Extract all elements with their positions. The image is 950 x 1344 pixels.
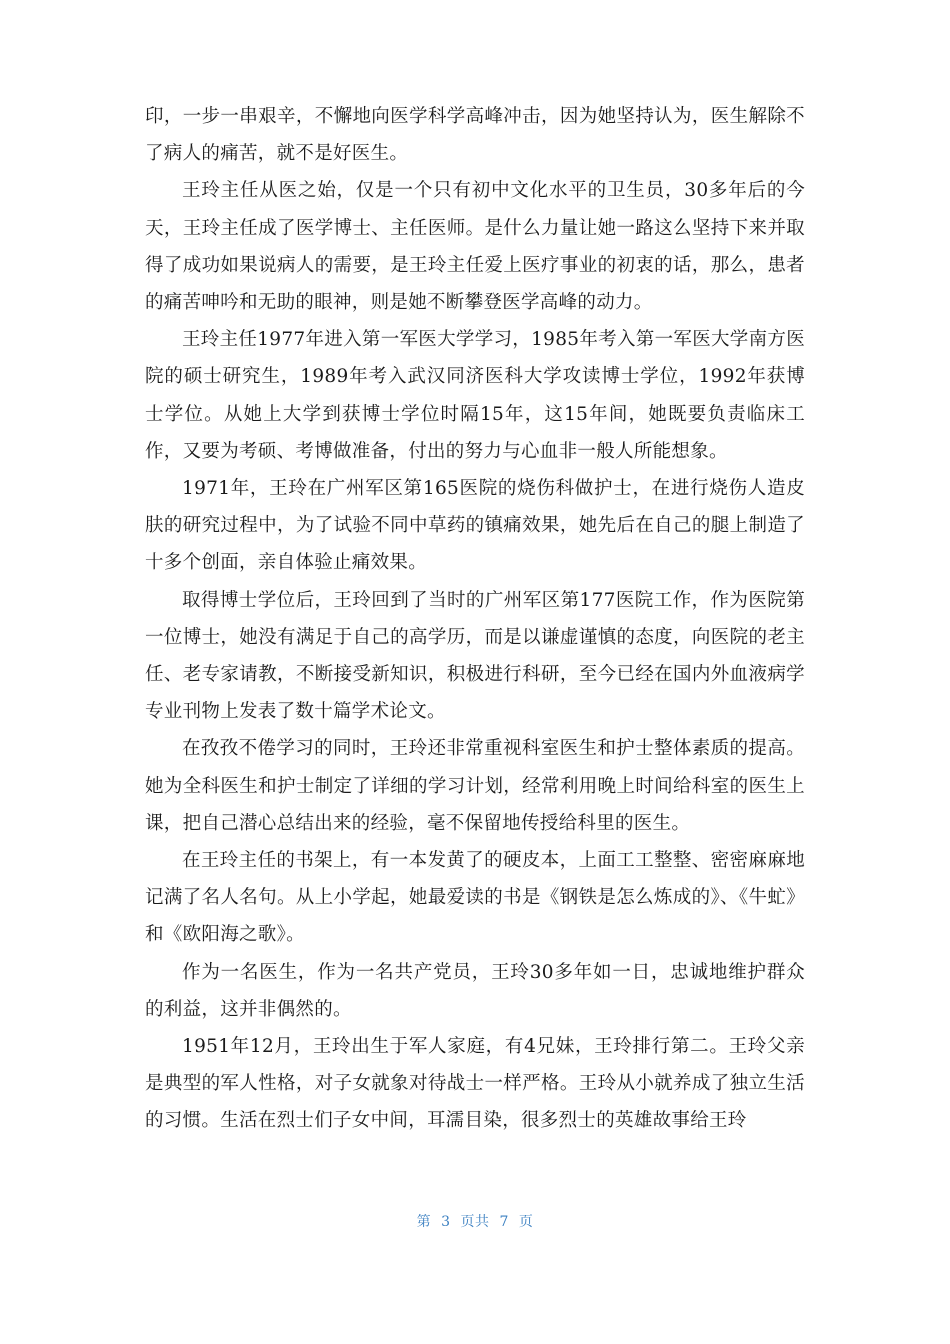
paragraph-3: 王玲主任1977年进入第一军医大学学习，1985年考入第一军医大学南方医院的硕士研究生，1989年考入武汉同济医科大学攻读博士学位，1992年获博士学位。从她上大学到获博士学位时隔15年，这15年间，她既要负责临床工作，又要为考硕、考博做准备，付出的努力与心血非一般人所能想象。 bbox=[145, 329, 805, 462]
footer-label-of: 页共 bbox=[460, 1214, 490, 1230]
paragraph-5: 取得博士学位后，王玲回到了当时的广州军区第177医院工作，作为医院第一位博士，她没有满足于自己的高学历，而是以谦虚谨慎的态度，向医院的老主任、老专家请教，不断接受新知识，积极进行科研，至今已经在国内外血液病学专业刊物上发表了数十篇学术论文。 bbox=[145, 589, 805, 723]
paragraph-4: 1971年，王玲在广州军区第165医院的烧伤科做护士，在进行烧伤人造皮肤的研究过程中，为了试验不同中草药的镇痛效果，她先后在自己的腿上制造了十多个创面，亲自体验止痛效果。 bbox=[145, 478, 805, 574]
document-body bbox=[145, 98, 805, 1140]
page-footer bbox=[0, 1211, 950, 1231]
paragraph-7: 在王玲主任的书架上，有一本发黄了的硬皮本，上面工工整整、密密麻麻地记满了名人名句。从上小学起，她最爱读的书是《钢铁是怎么炼成的》、《牛虻》和《欧阳海之歌》。 bbox=[145, 850, 805, 946]
footer-total-pages: 7 bbox=[499, 1214, 509, 1230]
paragraph-6: 在孜孜不倦学习的同时，王玲还非常重视科室医生和护士整体素质的提高。她为全科医生和护士制定了详细的学习计划，经常利用晚上时间给科室的医生上课，把自己潜心总结出来的经验，毫不保留地传授给科里的医生。 bbox=[145, 738, 805, 834]
paragraph-1: 印，一步一串艰辛，不懈地向医学科学高峰冲击，因为她坚持认为，医生解除不了病人的痛苦，就不是好医生。 bbox=[145, 106, 805, 165]
paragraph-9: 1951年12月，王玲出生于军人家庭，有4兄妹，王玲排行第二。王玲父亲是典型的军人性格，对子女就象对待战士一样严格。王玲从小就养成了独立生活的习惯。生活在烈士们子女中间，耳濡目染，很多烈士的英雄故事给王玲 bbox=[145, 1036, 805, 1132]
footer-current-page: 3 bbox=[441, 1214, 451, 1230]
paragraph-8: 作为一名医生，作为一名共产党员，王玲30多年如一日，忠诚地维护群众的利益，这并非偶然的。 bbox=[145, 961, 805, 1020]
footer-label-end: 页 bbox=[518, 1214, 534, 1230]
paragraph-2: 王玲主任从医之始，仅是一个只有初中文化水平的卫生员，30多年后的今天，王玲主任成了医学博士、主任医师。是什么力量让她一路这么坚持下来并取得了成功如果说病人的需要，是王玲主任爱上医疗事业的初衷的话，那么，患者的痛苦呻吟和无助的眼神，则是她不断攀登医学高峰的动力。 bbox=[145, 180, 805, 314]
footer-label-page: 第 bbox=[416, 1214, 432, 1230]
